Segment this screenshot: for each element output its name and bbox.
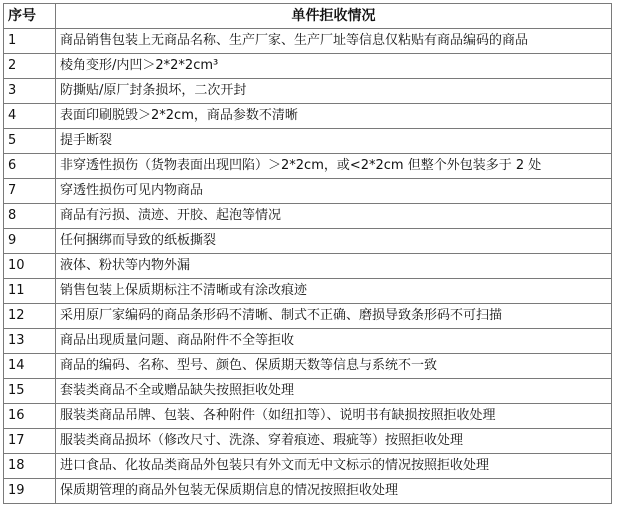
table-row (4, 254, 612, 279)
table-row (4, 179, 612, 204)
row-description-cell: 非穿透性损伤（货物表面出现凹陷）＞2*2cm，或<2*2cm 但整个外包装多于 2 处 (56, 154, 612, 179)
row-description-cell: 服装类商品损坏（修改尺寸、洗涤、穿着痕迹、瑕疵等）按照拒收处理 (56, 429, 612, 454)
table-row (4, 454, 612, 479)
table-row (4, 29, 612, 54)
table-row (4, 204, 612, 229)
row-number-cell: 7 (4, 179, 56, 204)
table-row (4, 479, 612, 504)
row-number-cell: 8 (4, 204, 56, 229)
row-description-cell: 液体、粉状等内物外漏 (56, 254, 612, 279)
table-row (4, 279, 612, 304)
table-header (4, 4, 612, 29)
row-description-cell: 套装类商品不全或赠品缺失按照拒收处理 (56, 379, 612, 404)
row-description-cell: 商品出现质量问题、商品附件不全等拒收 (56, 329, 612, 354)
row-description-cell: 穿透性损伤可见内物商品 (56, 179, 612, 204)
row-number-cell: 19 (4, 479, 56, 504)
row-description-cell: 防撕贴/原厂封条损坏，二次开封 (56, 79, 612, 104)
header-description: 单件拒收情况 (56, 4, 612, 29)
row-description-cell: 商品销售包装上无商品名称、生产厂家、生产厂址等信息仅粘贴有商品编码的商品 (56, 29, 612, 54)
row-number-cell: 9 (4, 229, 56, 254)
row-description-cell: 采用原厂家编码的商品条形码不清晰、制式不正确、磨损导致条形码不可扫描 (56, 304, 612, 329)
table-row (4, 329, 612, 354)
table-row (4, 404, 612, 429)
row-number-cell: 10 (4, 254, 56, 279)
row-description-cell: 商品有污损、渍迹、开胶、起泡等情况 (56, 204, 612, 229)
table-row (4, 104, 612, 129)
rejection-conditions-table (3, 3, 612, 504)
row-number-cell: 14 (4, 354, 56, 379)
row-number-cell: 6 (4, 154, 56, 179)
header-number: 序号 (4, 4, 56, 29)
table-row (4, 154, 612, 179)
table-row (4, 54, 612, 79)
header-row (4, 4, 612, 29)
row-description-cell: 任何捆绑而导致的纸板撕裂 (56, 229, 612, 254)
row-description-cell: 服装类商品吊牌、包装、各种附件（如纽扣等）、说明书有缺损按照拒收处理 (56, 404, 612, 429)
table-row (4, 354, 612, 379)
row-number-cell: 18 (4, 454, 56, 479)
row-description-cell: 销售包装上保质期标注不清晰或有涂改痕迹 (56, 279, 612, 304)
table-row (4, 429, 612, 454)
row-number-cell: 2 (4, 54, 56, 79)
row-number-cell: 1 (4, 29, 56, 54)
row-number-cell: 16 (4, 404, 56, 429)
row-number-cell: 17 (4, 429, 56, 454)
table-row (4, 304, 612, 329)
row-number-cell: 3 (4, 79, 56, 104)
table-row (4, 229, 612, 254)
row-description-cell: 表面印刷脱毁＞2*2cm，商品参数不清晰 (56, 104, 612, 129)
table-row (4, 129, 612, 154)
row-number-cell: 15 (4, 379, 56, 404)
row-number-cell: 5 (4, 129, 56, 154)
row-number-cell: 13 (4, 329, 56, 354)
row-number-cell: 12 (4, 304, 56, 329)
row-description-cell: 棱角变形/内凹＞2*2*2cm³ (56, 54, 612, 79)
table-body (4, 29, 612, 504)
row-description-cell: 保质期管理的商品外包装无保质期信息的情况按照拒收处理 (56, 479, 612, 504)
table-row (4, 79, 612, 104)
table-row (4, 379, 612, 404)
row-description-cell: 进口食品、化妆品类商品外包装只有外文而无中文标示的情况按照拒收处理 (56, 454, 612, 479)
row-number-cell: 11 (4, 279, 56, 304)
row-number-cell: 4 (4, 104, 56, 129)
row-description-cell: 提手断裂 (56, 129, 612, 154)
row-description-cell: 商品的编码、名称、型号、颜色、保质期天数等信息与系统不一致 (56, 354, 612, 379)
